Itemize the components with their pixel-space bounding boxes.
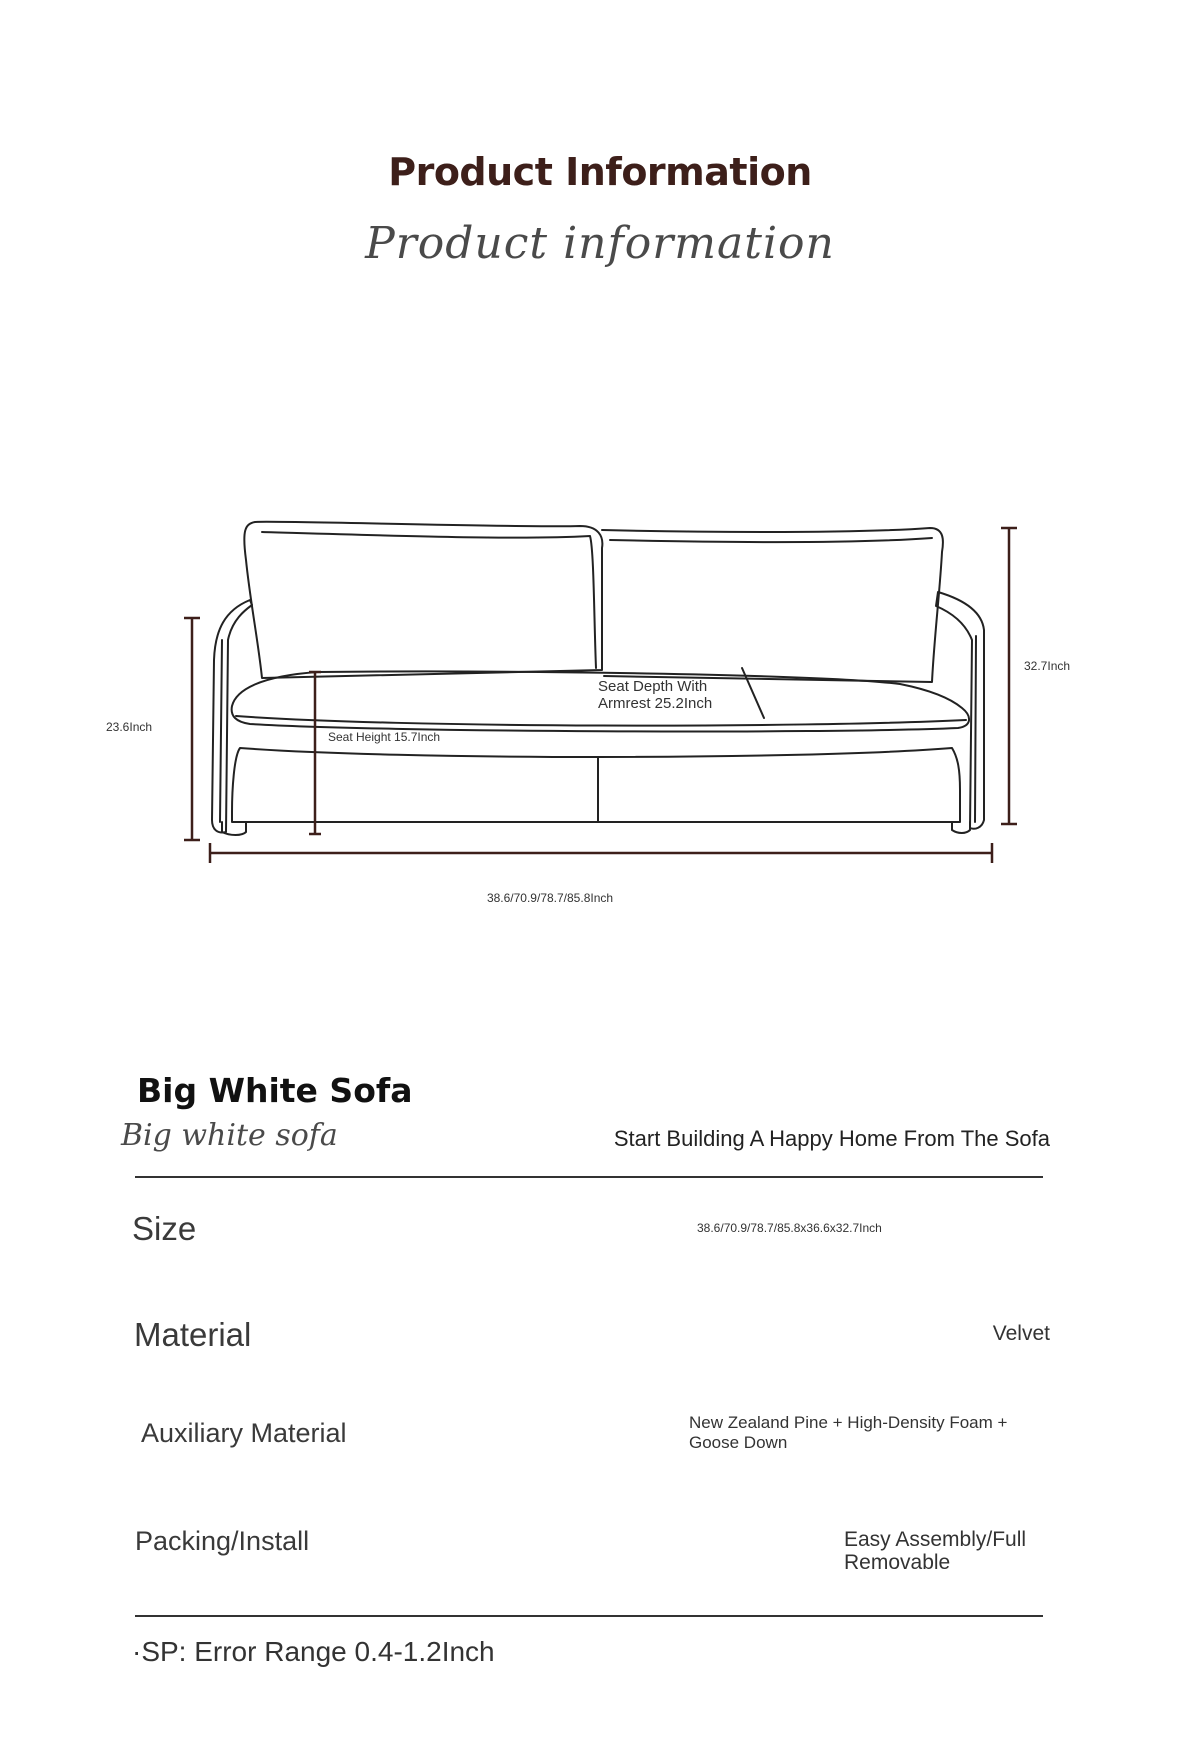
material-label: Material — [134, 1316, 252, 1353]
packing-install-value-line1: Easy Assembly/Full — [844, 1528, 1027, 1551]
auxiliary-material-value-line2: Goose Down — [689, 1433, 788, 1452]
product-name: Big White Sofa — [137, 1071, 413, 1110]
seat-depth-line1: Seat Depth With — [598, 678, 708, 695]
auxiliary-material-value — [689, 1413, 1007, 1453]
left-back-cushion — [244, 522, 602, 678]
seat-depth-label — [598, 678, 712, 712]
error-range-note: ·SP: Error Range 0.4-1.2Inch — [132, 1636, 495, 1667]
bottom-divider — [135, 1615, 1043, 1617]
arm-height-label: 23.6Inch — [106, 720, 153, 734]
auxiliary-material-label: Auxiliary Material — [141, 1418, 347, 1448]
seat-height-label: Seat Height 15.7Inch — [328, 730, 441, 744]
left-arm-inner — [220, 640, 222, 822]
sofa-base — [232, 748, 960, 822]
top-divider — [135, 1176, 1043, 1178]
page-title: Product Information — [388, 150, 812, 194]
packing-install-label: Packing/Install — [135, 1526, 310, 1556]
material-value: Velvet — [992, 1322, 1050, 1345]
seat-depth-line2: Armrest 25.2Inch — [598, 695, 713, 712]
size-label: Size — [132, 1210, 197, 1247]
packing-install-value — [844, 1528, 1026, 1574]
total-height-label: 32.7Inch — [1024, 659, 1071, 673]
auxiliary-material-value-line1: New Zealand Pine + High-Density Foam + — [689, 1413, 1008, 1432]
right-back-cushion — [602, 528, 943, 682]
size-value: 38.6/70.9/78.7/85.8x36.6x32.7Inch — [697, 1221, 882, 1235]
product-name-script: Big white sofa — [121, 1118, 338, 1153]
page-title-script: Product information — [365, 218, 835, 269]
width-label: 38.6/70.9/78.7/85.8Inch — [486, 891, 614, 905]
right-foot — [952, 822, 970, 833]
right-arm-inner — [975, 636, 976, 822]
packing-install-value-line2: Removable — [844, 1551, 951, 1574]
product-tagline: Start Building A Happy Home From The Sofa — [613, 1126, 1050, 1151]
